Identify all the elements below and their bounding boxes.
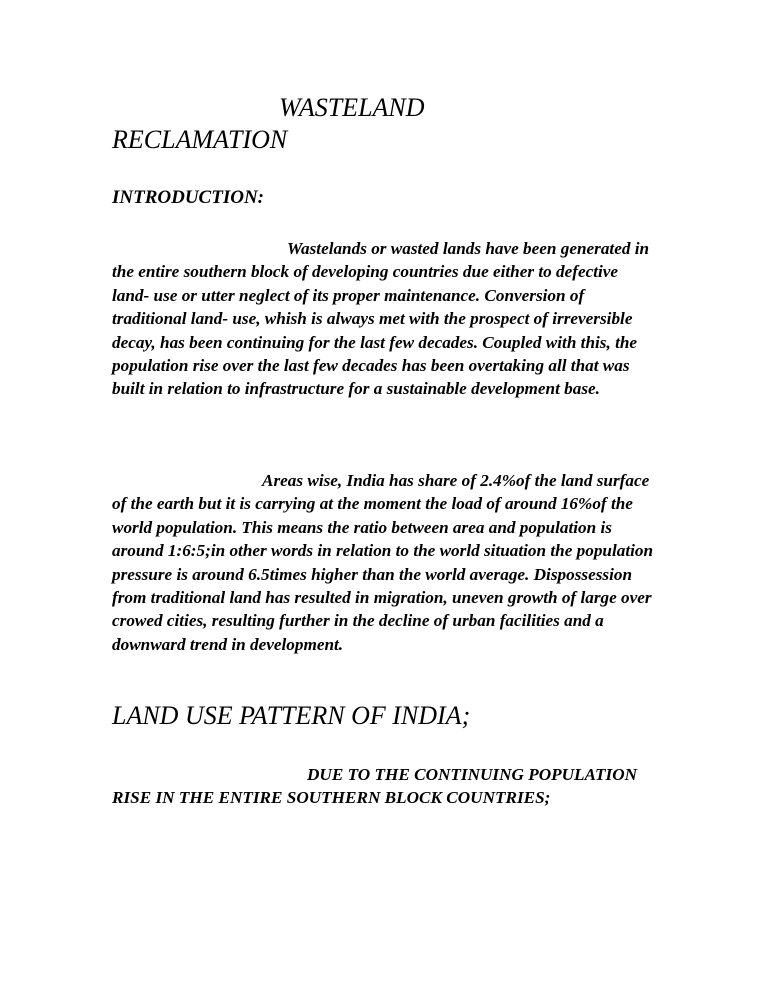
land-use-paragraph bbox=[112, 763, 652, 810]
paragraph-population-text: Areas wise, India has share of 2.4%of the land surface of the earth but it is carrying at the moment the load of around 16%of the world population. This means the ratio between area and population is around 1:6:5;in other words in relation to the world situation the population pressure is around 6.5times higher than the world average. Dispossession from traditional land has resulted in migration, uneven growth of large over crowed cities, resulting further in the decline of urban facilities and a downward trend in development. bbox=[112, 471, 654, 654]
paragraph-intro bbox=[112, 237, 657, 401]
land-use-heading: LAND USE PATTERN OF INDIA; bbox=[112, 701, 471, 730]
paragraph-population bbox=[112, 469, 657, 656]
introduction-heading: INTRODUCTION: bbox=[112, 187, 264, 208]
land-use-paragraph-text: DUE TO THE CONTINUING POPULATION RISE IN THE ENTIRE SOUTHERN BLOCK COUNTRIES; bbox=[112, 765, 638, 808]
title-line-2: RECLAMATION bbox=[112, 125, 288, 154]
title-line-1: WASTELAND bbox=[279, 93, 425, 122]
document-title bbox=[112, 92, 672, 156]
paragraph-intro-text: Wastelands or wasted lands have been generated in the entire southern block of developing countries due either to defective land- use or utter neglect of its proper maintenance. Conversion of traditional land- use, whish is always met with the prospect of irreversible decay, has been continuing for the last few decades. Coupled with this, the population rise over the last few decades has been overtaking all that was built in relation to infrastructure for a sustainable development base. bbox=[112, 239, 650, 399]
